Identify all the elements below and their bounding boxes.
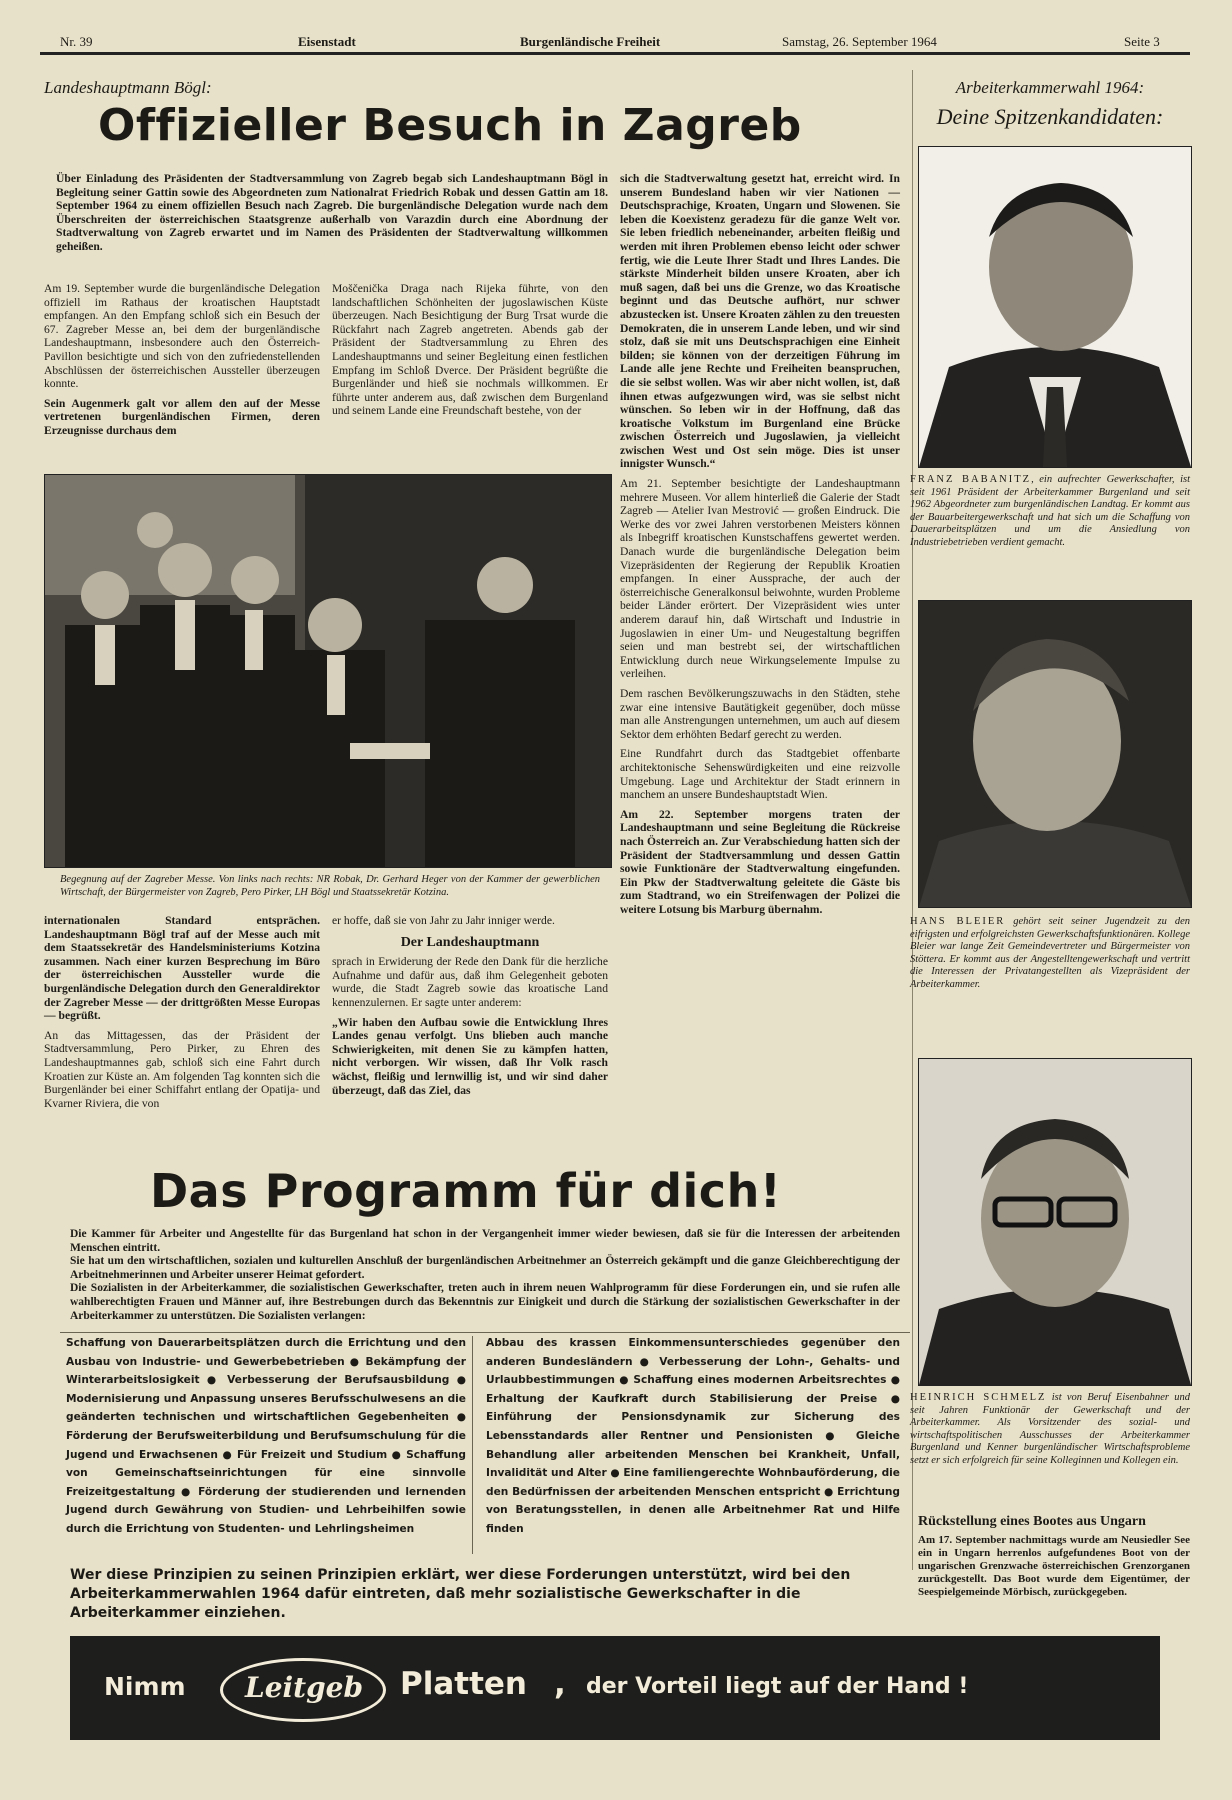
lower-col2-heading: Der Landeshauptmann (400, 934, 540, 950)
program-intro-1: Die Kammer für Arbeiter und Angestellte für das Burgenland hat schon in der Vergangenheit immer wieder bewiesen, daß sie für die Interessen der arbeitenden Menschen eintritt. (70, 1228, 900, 1254)
leitgeb-advert (70, 1636, 1160, 1740)
candidate-name-3: HEINRICH SCHMELZ (910, 1392, 1047, 1403)
lower-col1-text: An das Mittagessen, das der Präsident der Stadtversammlung, Pero Pirker, zu Ehren des Landeshauptmannes gab, schloß sich eine Fahrt durch Kroatien zur Küste an. Am folgenden Tag konnten sich die Burgenländer bei einer Schiffahrt entlang der Opatija- und Kvarner Riviera, die von (44, 1028, 320, 1110)
candidate-caption-2 (910, 916, 1190, 991)
program-headline: Das Programm für dich! (150, 1164, 782, 1218)
page-label: Seite 3 (1124, 34, 1160, 49)
candidate-caption-1 (910, 474, 1190, 549)
col3-p2: Am 21. September besichtigte der Landeshauptmann mehrere Museen. Vor allem hinterließ die Galerie der Stadt Zagreb — Atelier Ivan Mestrović — großen Eindruck. Die Werke des vor zwei Jahren verstorbenen Meisters können als Inbegriff kroatischen Kunstschaffens gewertet werden. Danach wurde die burgenländische Delegation beim Vizepräsidenten der Regierung der Republik Kroatien empfangen. In einer Aussprache, der auch der österreichische Generalkonsul beiwohnte, wurden Probleme beider Länder erörtert. Der Vizepräsident wies unter anderem darauf hin, daß Wirtschaft und Industrie in Jugoslawien in einer Um- und Neugestaltung begriffen seien und man bestrebt sei, der wirtschaftlichen Entwicklung durch neue Wirkungselemente Impulse zu verleihen. (620, 477, 900, 681)
lower-col2-text: er hoffe, daß sie von Jahr zu Jahr inniger werde. (332, 914, 555, 927)
header-rule (40, 52, 1190, 55)
portrait-illustration-1 (919, 147, 1191, 467)
boat-notice (918, 1514, 1190, 1599)
candidate-photo-3 (918, 1058, 1192, 1386)
boat-notice-title: Rückstellung eines Bootes aus Ungarn (918, 1514, 1146, 1529)
col1-text: Am 19. September wurde die burgenländische Delegation offiziell im Rathaus der kroatischen Hauptstadt empfangen. An den Empfang schloß sich ein Besuch der 67. Zagreber Messe an, bei dem der burgenländische Landeshauptmann, insbesondere auch den Österreich-Pavillon besichtigte und sich von den zufriedenstellenden Abschlüssen der österreichischen Aussteller überzeugen konnte. (44, 282, 320, 391)
lead-lower-column-2 (332, 914, 608, 1103)
candidate-name-1: FRANZ BABANITZ (910, 474, 1032, 485)
lower-col1-bold: internationalen Standard entsprächen. Landeshauptmann Bögl traf auf der Messe auch mit dem Staatssekretär des Handelsministeriums Kotzina zusammen. Nach einer kurzen Besprechung im Büro der österreichischen Aussteller wurde die burgenländische Delegation durch den Generaldirektor der Zagreber Messe — der drittgrößten Messe Europas — begrüßt. (44, 914, 320, 1023)
candidate-text-1: , ein aufrechter Gewerkschafter, ist seit 1961 Präsident der Arbeiterkammer Burgenland und seit 1962 Abgeordneter zum burgenländischen Landtag. Er kommt aus der Bauarbeitergewerkschaft und hat sich um die Schaffung von Dauerarbeitsplätzen und um die Ansiedlung von Industriebetrieben verdient gemacht. (910, 474, 1190, 548)
candidate-caption-3 (910, 1392, 1190, 1467)
program-list-right: Abbau des krassen Einkommensunterschiedes gegenüber den anderen Bundesländern ● Verbesserung der Lohn-, Gehalts- und Urlaubbestimmungen ● Schaffung eines modernen Arbeitsrechtes ● Erhaltung der Kaufkraft durch Stabilisierung der Preise ● Einführung der Pensionsdynamik zur Sicherung des Lebensstandards aller Rentner und Pensionisten ● Gleiche Behandlung aller arbeitenden Menschen bei Krankheit, Unfall, Invalidität und Alter ● Eine familiengerechte Wohnbauförderung, die den Bedürfnissen der arbeitenden Menschen entspricht ● Errichtung von Beratungsstellen, in denen alle Arbeitnehmer Rat und Hilfe finden (486, 1337, 900, 1535)
section-name: Eisenstadt (298, 34, 356, 49)
lower-col2-p2: sprach in Erwiderung der Rede den Dank für die herzliche Aufnahme und dafür aus, daß ihm Gelegenheit geboten wurde, die Stadt Zagreb sowie das kroatische Land kennenzulernen. Er sagte unter anderem: (332, 955, 608, 1009)
candidate-photo-1 (918, 146, 1192, 468)
col1-bold: Sein Augenmerk galt vor allem den auf der Messe vertretenen burgenländischen Firmen, deren Erzeugnisse durchaus dem (44, 396, 320, 437)
lower-col2-bold: „Wir haben den Aufbau sowie die Entwicklung Ihres Landes genau verfolgt. Uns blieben auch manche Schwierigkeiten, mit denen Sie zu kämpfen hatten, nicht verborgen. Wir wissen, daß Ihr Volk rasch wächst, fleißig und lernwillig ist, und wir sind daher überzeugt, daß das Ziel, das (332, 1015, 608, 1097)
col3-p3: Dem raschen Bevölkerungszuwachs in den Städten, stehe zwar eine intensive Bautätigkeit gegenüber, doch müsse man alle Anstrengungen unternehmen, um auch auf diesem Sektor dem erhöhten Bedarf gerecht zu werden. (620, 686, 900, 741)
ad-comma: , (554, 1666, 566, 1702)
group-photo-illustration (45, 475, 611, 867)
candidate-text-2: gehört seit seiner Jugendzeit zu den eifrigsten und erfolgreichsten Gewerkschaftsfunktionären. Kollege Bleier war lange Zeit Gemeindevertreter und Bürgermeister von Stöttera. Er kommt aus der Angestelltengewerkschaft und vertritt die Interessen der Privatangestellten als Vizepräsident der Arbeiterkammer. (910, 916, 1190, 990)
issue-date: Samstag, 26. September 1964 (782, 34, 937, 49)
photo-caption: Begegnung auf der Zagreber Messe. Von links nach rechts: NR Robak, Dr. Gerhard Heger von der Kammer der gewerblichen Wirtschaft, der Bürgermeister von Zagreb, Pero Pirker, LH Bögl und Staatssekretär Kotzina. (60, 874, 600, 898)
portrait-illustration-3 (919, 1059, 1191, 1385)
col3-bold: sich die Stadtverwaltung gesetzt hat, erreicht wird. In unserem Bundesland haben wir vier Nationen — Deutschsprachige, Kroaten, Ungarn und Slowenen. Sie leben die Koexistenz geradezu für die ganze Welt vor. Sie leben friedlich nebeneinander, arbeiten fleißig und werden mit ihren Problemen ebenso leicht oder schwer fertig, wie die Leute Ihrer Stadt und Ihres Landes. Die stärkste Minderheit bilden unsere Kroaten, aber ich muß sagen, daß bei uns die Grenze, wo das Kroatische beginnt und das Deutsche aufhört, nur schwer abzustecken ist. Unsere Kroaten zählen zu den treuesten Demokraten, die in unserem Lande leben, und wir sind stolz, daß sie mit uns Deutschsprachigen eine Einheit bilden; sie können von der derzeitigen Führung im Lande alle jene Rechte und Freiheiten beanspruchen, die sie selbst wollen. Was wir aber nicht wollen, ist, daß ihnen etwas aufgezwungen wird, was sie selbst nicht wünschen. So leben wir in der Hoffnung, daß das kroatische Volkstum im Burgenland eine Brücke zwischen Österreich und Jugoslawien, ja vielleicht zwischen West und Ost sein möge. Dies ist unser innigster Wunsch.“ (620, 172, 900, 471)
leitgeb-logo (220, 1658, 386, 1722)
lead-column-2 (332, 282, 608, 424)
zagreb-fair-photo (44, 474, 612, 868)
issue-number: Nr. 39 (60, 34, 93, 49)
col2-text: Moščenička Draga nach Rijeka führte, von den landschaftlichen Schönheiten der jugoslawischen Küste überzeugen. Nach Besichtigung der Burg Trsat wurde die Rückfahrt nach Zagreb angetreten. Abends gab der Präsident der Stadtversammlung zu Ehren des Landeshauptmanns und seiner Begleitung einen festlichen Empfang im Schloß Dverce. Der Präsident begrüßte die Burgenländer und hieß sie nochmals willkommen. Er führte unter anderem aus, daß zwischen dem Burgenland und seinem Lande eine Freundschaft bestehe, von der (332, 282, 608, 418)
program-intro-3: Die Sozialisten in der Arbeiterkammer, die sozialistischen Gewerkschafter, treten auch in ihrem neuen Wahlprogramm für diese Forderungen ein, und sie rufen alle wahlberechtigten Frauen und Männer auf, ihre Bestrebungen durch das Bekenntnis zur Einigkeit und durch die Stärkung der sozialistischen Gewerkschafter in der Arbeiterkammer zu unterstützen. Die Sozialisten verlangen: (70, 1282, 900, 1322)
col3-p4: Eine Rundfahrt durch das Stadtgebiet offenbarte architektonische Sehenswürdigkeiten und eine reizvolle Umgebung. Lage und Architektur der Stadt erinnern in manchem an unsere Bundeshauptstadt Wien. (620, 747, 900, 802)
program-rule (60, 1332, 910, 1333)
lead-lower-column-1 (44, 914, 320, 1116)
leitgeb-logo-text: Leitgeb (245, 1671, 364, 1704)
portrait-illustration-2 (919, 601, 1191, 907)
newspaper-name: Burgenländische Freiheit (520, 34, 661, 49)
candidate-name-2: HANS BLEIER (910, 916, 1006, 927)
sidebar-divider (912, 70, 913, 1570)
program-closing: Wer diese Prinzipien zu seinen Prinzipien erklärt, wer diese Forderungen unterstützt, wird bei den Arbeiterkammerwahlen 1964 dafür eintreten, daß mehr sozialistische Gewerkschafter in die Arbeiterkammer einziehen. (70, 1567, 851, 1621)
candidate-photo-2 (918, 600, 1192, 908)
lead-column-1 (44, 282, 320, 444)
lead-headline: Offizieller Besuch in Zagreb (98, 100, 802, 151)
col3-p5: Am 22. September morgens traten der Landeshauptmann und seine Begleitung die Rückreise nach Österreich an. Zur Verabschiedung hatten sich der Präsident der Stadtversammlung und dessen Gattin sowie Funktionäre der Stadtverwaltung eingefunden. Ein Pkw der Stadtverwaltung geleitete die Gäste bis zum Stadtrand, wo ein Streifenwagen der Polizei die weitere Lotsung bis Marburg übernahm. (620, 807, 900, 916)
sidebar-title: Deine Spitzenkandidaten: (936, 104, 1164, 129)
ad-slogan: der Vorteil liegt auf der Hand ! (586, 1674, 969, 1699)
boat-notice-text: Am 17. September nachmittags wurde am Neusiedler See ein in Ungarn herrenlos aufgefundenes Boot von der ungarischen Grenzwache österreichischen Grenzorganen zurückgestellt. Das Boot wurde dem Eigentümer, der Seespielgemeinde Mörbisch, zurückgegeben. (918, 1534, 1190, 1598)
program-intro (70, 1228, 900, 1323)
lead-column-3 (620, 172, 900, 922)
lead-kicker: Landeshauptmann Bögl: (44, 78, 212, 97)
sidebar-kicker: Arbeiterkammerwahl 1964: (955, 78, 1145, 97)
program-intro-2: Sie hat um den wirtschaftlichen, sozialen und kulturellen Anschluß der burgenländischen Arbeitnehmer an Österreich gekämpft und die ganze Gleichberechtigung der Arbeitnehmerinnen und Arbeiter unserer Heimat gefordert. (70, 1255, 900, 1281)
program-list-left: Schaffung von Dauerarbeitsplätzen durch die Errichtung und den Ausbau von Industrie- und Gewerbebetrieben ● Bekämpfung der Winterarbeitslosigkeit ● Verbesserung der Berufsausbildung ● Modernisierung und Anpassung unseres Berufsschulwesens an die geänderten technischen und wirtschaftlichen Gegebenheiten ● Förderung der Berufsweiterbildung und Berufsumschulung für die Jugend und Erwachsenen ● Für Freizeit und Studium ● Schaffung von Gemeinschaftseinrichtungen für eine sinnvolle Freizeitgestaltung ● Förderung der studierenden und lernenden Jugend durch Gewährung von Studien- und Lehrbeihilfen sowie durch die Errichtung von Studenten- und Lehrlingsheimen (66, 1337, 466, 1535)
program-divider (472, 1336, 473, 1554)
ad-product: Platten (400, 1666, 527, 1702)
lead-intro: Über Einladung des Präsidenten der Stadtversammlung von Zagreb begab sich Landeshauptmann Bögl in Begleitung seiner Gattin sowie des Abgeordneten zum Nationalrat Friedrich Robak und dessen Gattin am 18. September 1964 zu einem offiziellen Besuch nach Zagreb. Die burgenländische Delegation wurde nach dem Überschreiten der österreichischen Staatsgrenze außerhalb von Varazdin durch eine Abordnung der Stadtverwaltung von Zagreb erwartet und im Namen des Präsidenten der Stadtverwaltung willkommen geheißen. (56, 172, 608, 253)
candidate-text-3: ist von Beruf Eisenbahner und seit Jahren Funktionär der Gewerkschaft und der Arbeiterkammer. Als Vorsitzender des sozial- und wirtschaftspolitischen Ausschusses der Arbeiterkammer Burgenland und Kenner burgenländischer Wirtschaftsprobleme setzt er sich erfolgreich für seine Kolleginnen und Kollegen ein. (910, 1392, 1190, 1466)
ad-left-word: Nimm (104, 1672, 186, 1701)
